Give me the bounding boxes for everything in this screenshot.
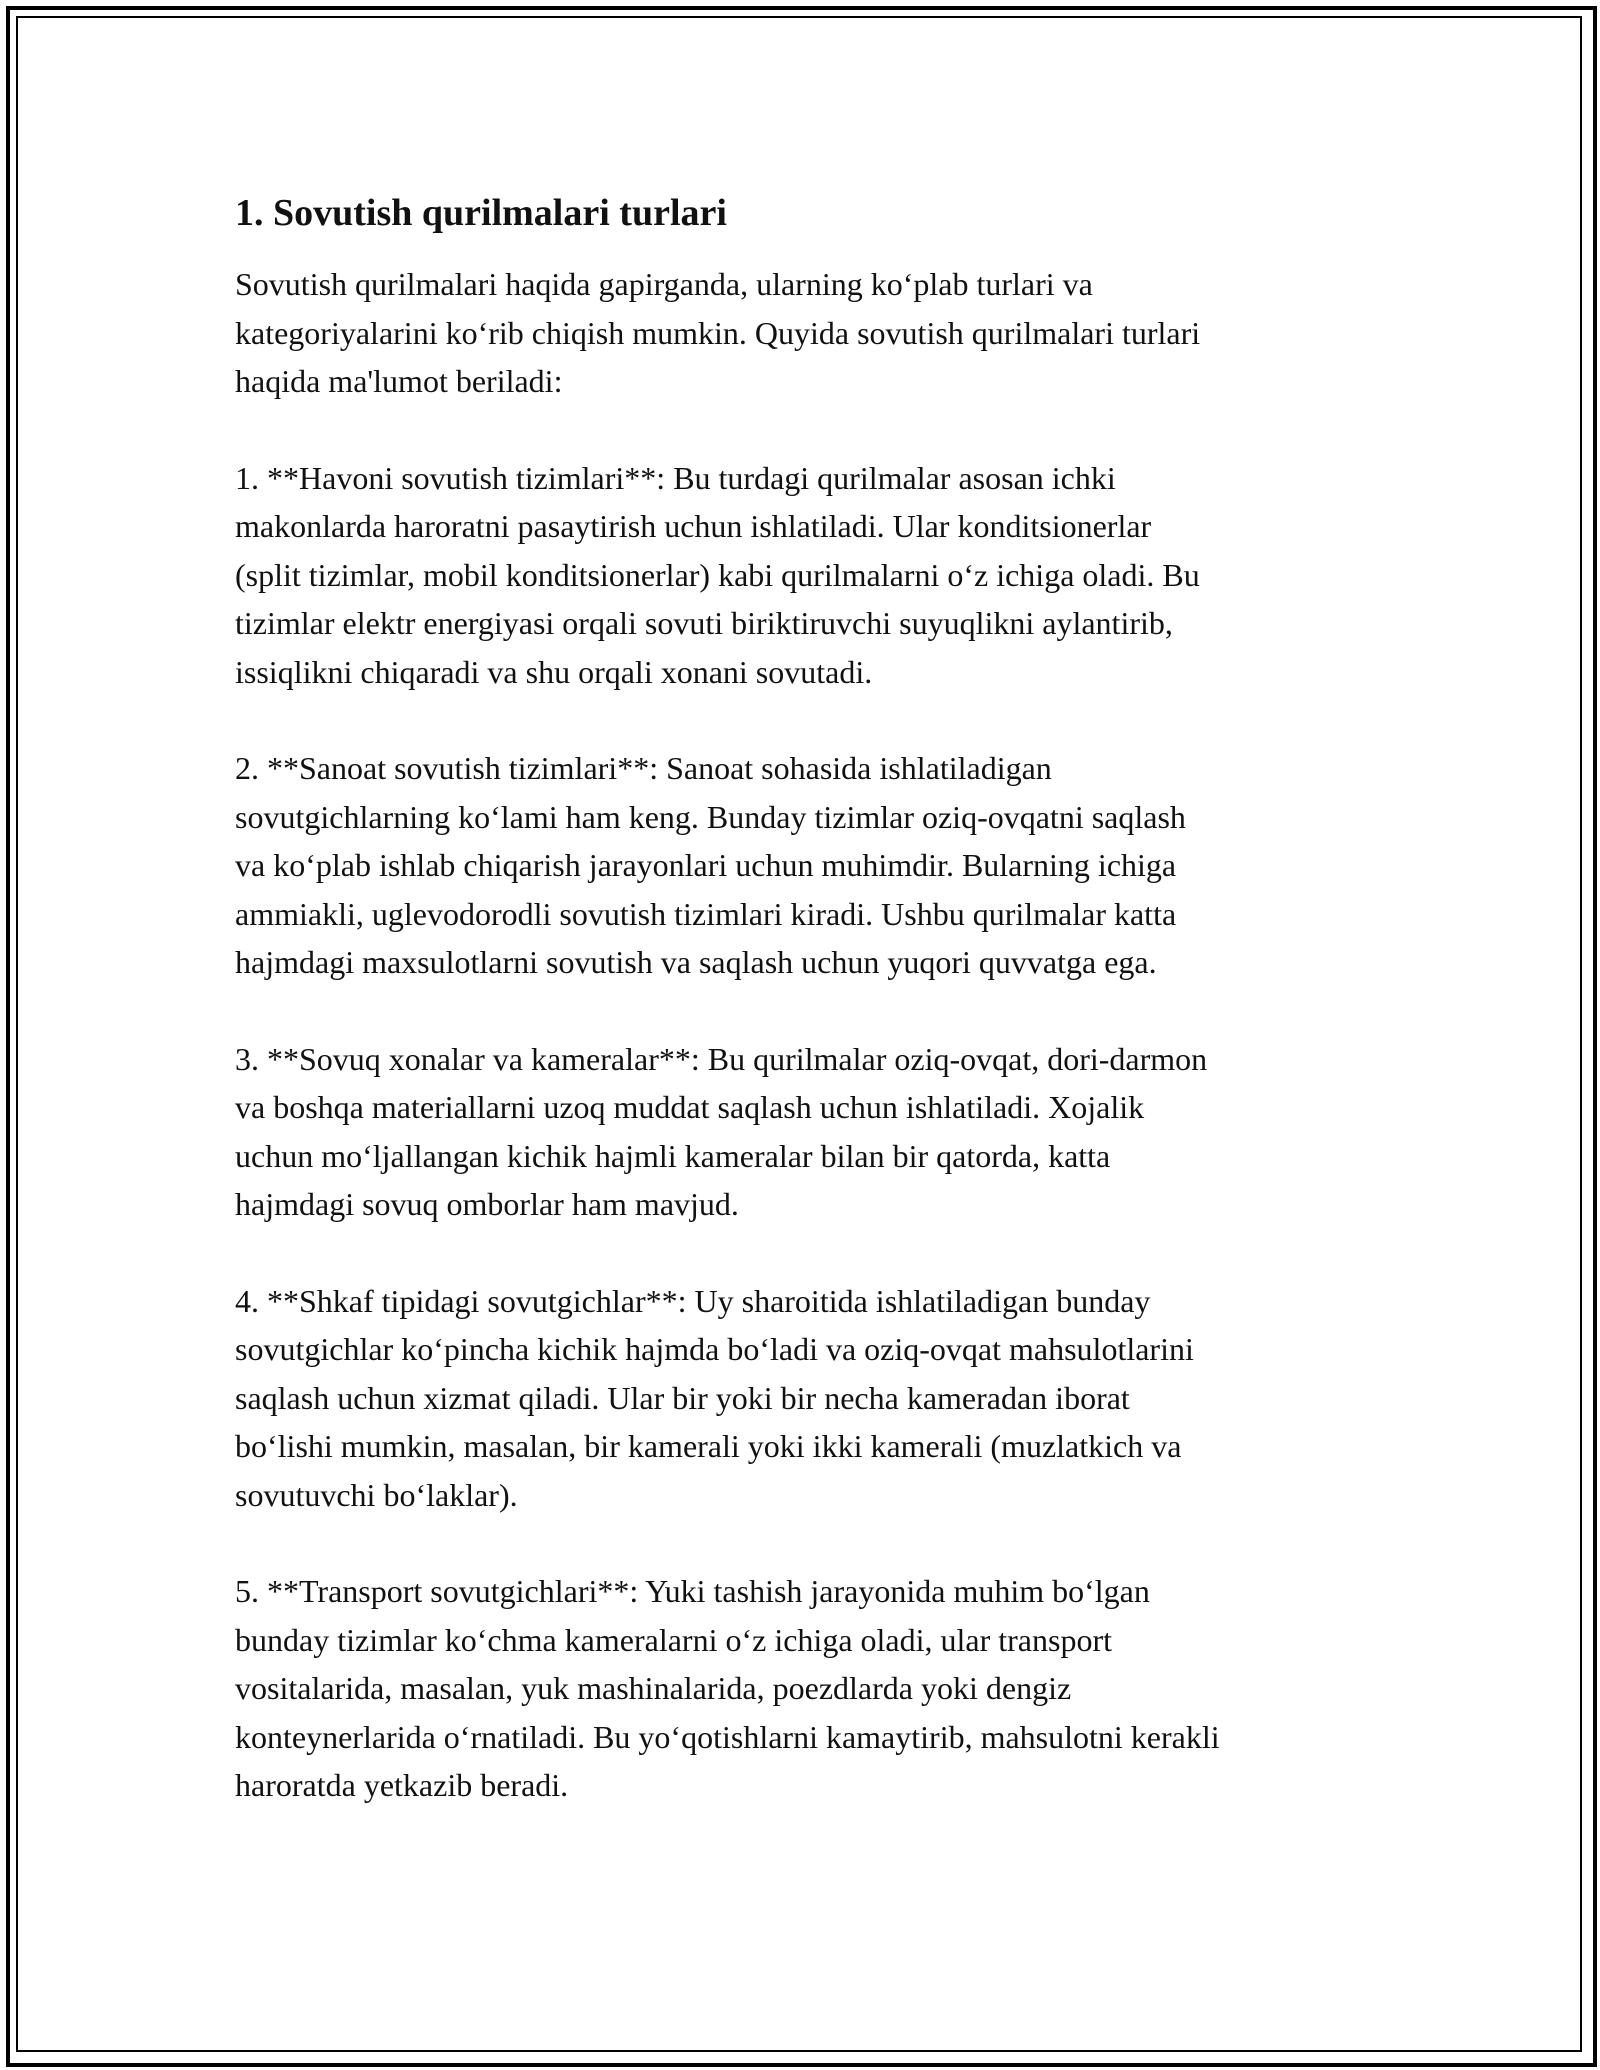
paragraph-line: 4. **Shkaf tipidagi sovutgichlar**: Uy sharoitida ishlatiladigan bunday — [235, 1282, 1151, 1319]
document-body — [235, 186, 1375, 1858]
list-item-paragraph — [235, 454, 1375, 697]
paragraph-line: kategoriyalarini ko‘rib chiqish mumkin. Quyida sovutish qurilmalari turlari — [235, 314, 1201, 351]
intro-paragraph — [235, 260, 1375, 406]
paragraph-line: 1. **Havoni sovutish tizimlari**: Bu turdagi qurilmalar asosan ichki — [235, 459, 1116, 496]
paragraph-line: 5. **Transport sovutgichlari**: Yuki tashish jarayonida muhim bo‘lgan — [235, 1573, 1150, 1609]
paragraph-line: (split tizimlar, mobil konditsionerlar) kabi qurilmalarni o‘z ichiga oladi. Bu — [235, 556, 1200, 593]
list-item-paragraph — [235, 1567, 1375, 1810]
paragraph-line: issiqlikni chiqaradi va shu orqali xonani sovutadi. — [235, 653, 873, 690]
list-item-paragraph — [235, 1277, 1375, 1520]
paragraph-line: hajmdagi maxsulotlarni sovutish va saqlash uchun yuqori quvvatga ega. — [235, 944, 1157, 980]
paragraph-line: sovutuvchi bo‘laklar). — [235, 1476, 518, 1513]
paragraph-line: makonlarda haroratni pasaytirish uchun ishlatiladi. Ular konditsionerlar — [235, 508, 1152, 544]
paragraph-line: tizimlar elektr energiyasi orqali sovuti biriktiruvchi suyuqlikni aylantirib, — [235, 605, 1173, 641]
paragraph-line: bunday tizimlar ko‘chma kameralarni o‘z ichiga oladi, ular transport — [235, 1621, 1112, 1658]
paragraph-line: vositalarida, masalan, yuk mashinalarida, poezdlarda yoki dengiz — [235, 1670, 1072, 1706]
paragraph-line: sovutgichlar ko‘pincha kichik hajmda bo‘ladi va oziq-ovqat mahsulotlarini — [235, 1331, 1194, 1367]
paragraph-list — [235, 260, 1375, 1810]
paragraph-line: sovutgichlarning ko‘lami ham keng. Bunday tizimlar oziq-ovqatni saqlash — [235, 798, 1186, 835]
paragraph-line: konteynerlarida o‘rnatiladi. Bu yo‘qotishlarni kamaytirib, mahsulotni kerakli — [235, 1718, 1220, 1755]
paragraph-line: Sovutish qurilmalari haqida gapirganda, ularning ko‘plab turlari va — [235, 266, 1093, 302]
paragraph-line: bo‘lishi mumkin, masalan, bir kamerali yoki ikki kamerali (muzlatkich va — [235, 1428, 1182, 1464]
paragraph-line: va boshqa materiallarni uzoq muddat saqlash uchun ishlatiladi. Xojalik — [235, 1089, 1145, 1125]
paragraph-line: haqida ma'lumot beriladi: — [235, 363, 563, 399]
paragraph-line: ammiakli, uglevodorodli sovutish tizimlari kiradi. Ushbu qurilmalar katta — [235, 895, 1177, 932]
paragraph-line: va ko‘plab ishlab chiqarish jarayonlari uchun muhimdir. Bularning ichiga — [235, 847, 1177, 883]
list-item-paragraph — [235, 1035, 1375, 1229]
paragraph-line: haroratda yetkazib beradi. — [235, 1767, 569, 1803]
list-item-paragraph — [235, 744, 1375, 987]
paragraph-line: hajmdagi sovuq omborlar ham mavjud. — [235, 1186, 739, 1222]
paragraph-line: 2. **Sanoat sovutish tizimlari**: Sanoat sohasida ishlatiladigan — [235, 750, 1052, 786]
paragraph-line: saqlash uchun xizmat qiladi. Ular bir yoki bir necha kameradan iborat — [235, 1379, 1130, 1416]
paragraph-line: 3. **Sovuq xonalar va kameralar**: Bu qurilmalar oziq-ovqat, dori-darmon — [235, 1040, 1208, 1077]
section-heading: 1. Sovutish qurilmalari turlari — [235, 192, 727, 234]
paragraph-line: uchun mo‘ljallangan kichik hajmli kameralar bilan bir qatorda, katta — [235, 1137, 1111, 1174]
